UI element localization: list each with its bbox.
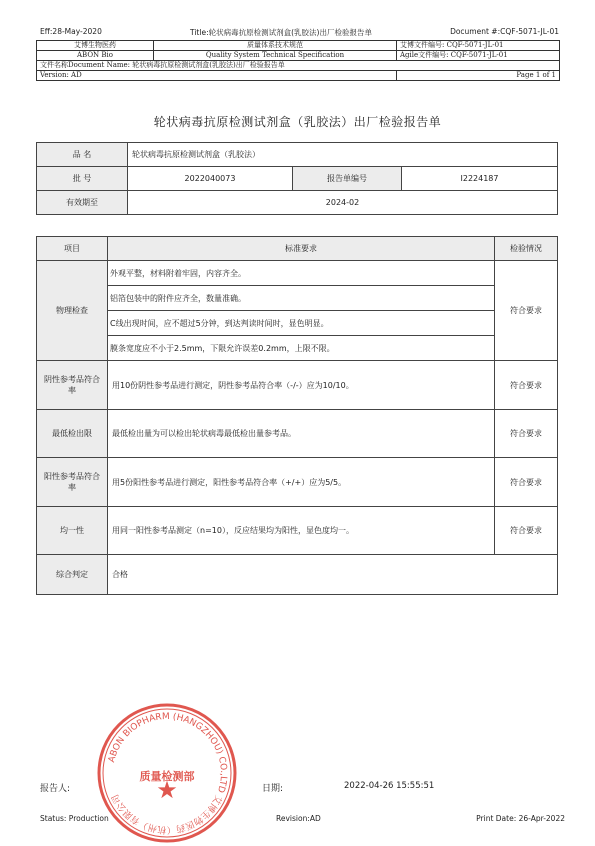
expiry-value: 2024-02 xyxy=(128,191,558,215)
spec-name-en: Quality System Technical Specification xyxy=(154,51,397,61)
company-name-en: ABON Bio xyxy=(37,51,154,61)
document-number: Document #:CQF-5071-JL-01 xyxy=(450,27,559,36)
footer-status: Status: Production xyxy=(40,814,109,823)
expiry-label: 有效期至 xyxy=(37,191,128,215)
product-value: 轮状病毒抗原检测试剂盒（乳胶法） xyxy=(128,143,558,167)
row-result: 符合要求 xyxy=(495,507,558,555)
row-item: 阳性参考品符合率 xyxy=(37,458,108,507)
col-header-item: 项目 xyxy=(37,237,108,261)
table-row xyxy=(37,410,558,458)
row-standard: 用同一阳性参考品测定（n=10），反应结果均为阳性，显色度均一。 xyxy=(108,507,495,555)
lot-value: 2022040073 xyxy=(128,167,293,191)
standard-line: 铝箔包装中的附件应齐全，数量准确。 xyxy=(108,286,494,311)
date-label: 日期: xyxy=(262,784,284,794)
page-number: Page 1 of 1 xyxy=(397,71,560,81)
lot-label: 批 号 xyxy=(37,167,128,191)
table-row xyxy=(37,507,558,555)
table-row xyxy=(37,361,558,410)
row-result: 符合要求 xyxy=(495,361,558,410)
product-info-table xyxy=(36,142,558,215)
report-title: 轮状病毒抗原检测试剂盒（乳胶法）出厂检验报告单 xyxy=(153,115,442,129)
conclusion-value: 合格 xyxy=(108,555,558,595)
quality-stamp xyxy=(94,700,240,846)
document-title: Title:轮状病毒抗原检测试剂盒(乳胶法)出厂检验报告单 xyxy=(190,28,372,37)
report-number-label: 报告单编号 xyxy=(293,167,402,191)
row-result: 符合要求 xyxy=(495,458,558,507)
row-standard: 用10份阴性参考品进行测定，阴性参考品符合率（-/-）应为10/10。 xyxy=(108,361,495,410)
conclusion-label: 综合判定 xyxy=(37,555,108,595)
row-result: 符合要求 xyxy=(495,410,558,458)
standard-line: 膜条宽度应不小于2.5mm，下限允许误差0.2mm，上限不限。 xyxy=(110,343,335,353)
spec-name-cn: 质量体系技术规范 xyxy=(154,41,397,51)
report-number-value: I2224187 xyxy=(402,167,558,191)
row-result: 符合要求 xyxy=(495,261,558,361)
stamp-star: ★ xyxy=(156,776,178,804)
document-header-table xyxy=(36,40,560,81)
row-item: 阴性参考品符合率 xyxy=(37,361,108,410)
row-item: 物理检查 xyxy=(37,261,108,361)
reporter-label: 报告人: xyxy=(40,784,71,794)
col-header-standard: 标准要求 xyxy=(108,237,495,261)
row-item: 最低检出限 xyxy=(37,410,108,458)
footer-print-date: Print Date: 26-Apr-2022 xyxy=(476,814,565,823)
inspection-table xyxy=(36,236,558,595)
date-value: 2022-04-26 15:55:51 xyxy=(344,781,435,791)
col-header-result: 检验情况 xyxy=(495,237,558,261)
document-name: 文件名称Document Name: 轮状病毒抗原检测试剂盒(乳胶法)出厂检验报告单 xyxy=(37,61,560,71)
standard-line: C线出现时间，应不超过5分钟，到达判读时间时，显色明显。 xyxy=(108,311,494,336)
row-standard: 用5份阳性参考品进行测定，阳性参考品符合率（+/+）应为5/5。 xyxy=(108,458,495,507)
row-item: 均一性 xyxy=(37,507,108,555)
agile-doc-number: Agile文件编号: CQF-5071-JL-01 xyxy=(397,51,560,61)
abon-doc-number: 艾博文件编号: CQF-5071-JL-01 xyxy=(397,41,560,51)
conclusion-row xyxy=(37,555,558,595)
top-info-line xyxy=(40,27,559,39)
table-row xyxy=(37,458,558,507)
version: Version: AD xyxy=(37,71,397,81)
footer-revision: Revision:AD xyxy=(276,814,321,823)
stamp-ring-text: ABON BIOPHARM (HANGZHOU) CO.,LTD 艾博生物医药（杭州）有限公司 xyxy=(107,711,229,835)
stamp-center-text: 质量检测部 xyxy=(139,770,195,783)
row-standard: 最低检出量为可以检出轮状病毒最低检出量参考品。 xyxy=(108,410,495,458)
product-label: 品 名 xyxy=(37,143,128,167)
standard-line: 外观平整，材料附着牢固，内容齐全。 xyxy=(108,261,494,286)
effective-date: Eff:28-May-2020 xyxy=(40,27,102,36)
company-name-cn: 艾博生物医药 xyxy=(37,41,154,51)
table-row xyxy=(37,261,558,361)
